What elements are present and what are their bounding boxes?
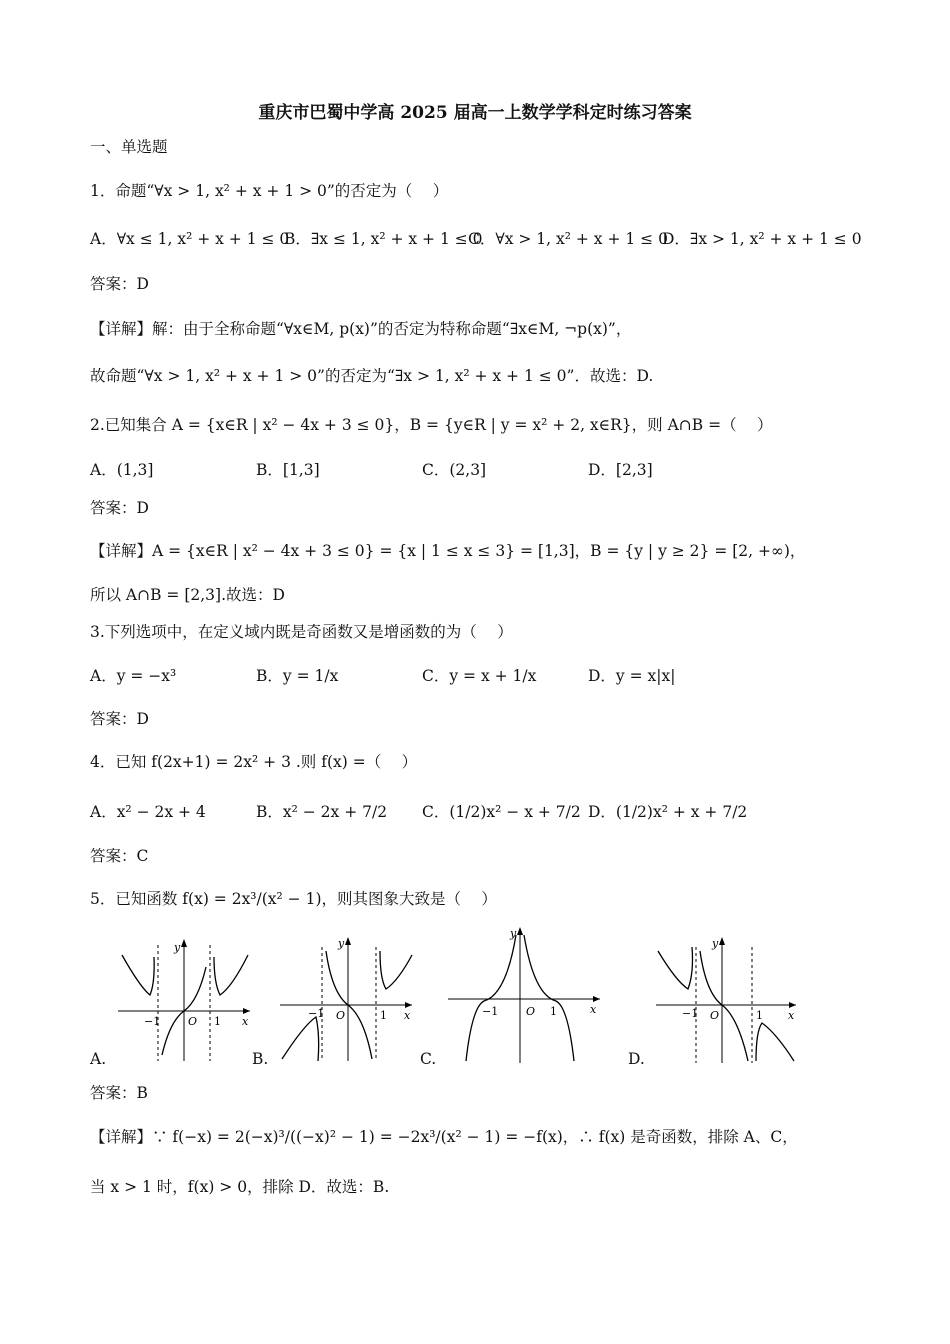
q5-detail-line1: 【详解】∵ f(−x) = 2(−x)³/((−x)² − 1) = −2x³/(x² − 1) = −f(x)，∴ f(x) 是奇函数，排除 A、C， xyxy=(90,1128,798,1146)
graph-c-y-label: y xyxy=(510,927,517,940)
q2-answer: 答案：D xyxy=(90,499,149,517)
graph-c-origin: O xyxy=(526,1005,536,1018)
q5-detail-line2: 当 x > 1 时，f(x) > 0，排除 D．故选：B. xyxy=(90,1178,390,1196)
graph-a-tick-neg1: −1 xyxy=(144,1015,161,1028)
graph-d-tick-pos1: 1 xyxy=(756,1009,763,1022)
graph-b-y-label: y xyxy=(338,937,345,950)
graph-d-origin: O xyxy=(710,1009,720,1022)
page-title: 重庆市巴蜀中学高 2025 届高一上数学学科定时练习答案 xyxy=(258,103,692,123)
graph-d-x-label: x xyxy=(788,1009,795,1022)
q2-option-b: B．[1,3] xyxy=(256,461,320,479)
graph-d-label: D. xyxy=(628,1050,645,1068)
graph-c-x-label: x xyxy=(590,1003,597,1016)
graph-b-label: B. xyxy=(252,1050,269,1068)
q4-answer: 答案：C xyxy=(90,847,149,865)
q3-stem: 3.下列选项中，在定义域内既是奇函数又是增函数的为（ ） xyxy=(90,623,513,641)
q2-detail-line2: 所以 A∩B = [2,3].故选：D xyxy=(90,586,285,604)
q3-answer: 答案：D xyxy=(90,710,149,728)
q3-option-c: C．y = x + 1/x xyxy=(422,667,537,685)
q1-stem: 1．命题“∀x > 1, x² + x + 1 > 0”的否定为（ ） xyxy=(90,182,449,200)
graph-a-label: A. xyxy=(90,1050,107,1068)
graph-a-y-label: y xyxy=(174,941,181,954)
graph-c xyxy=(444,925,604,1065)
q5-stem: 5．已知函数 f(x) = 2x³/(x² − 1)，则其图象大致是（ ） xyxy=(90,890,497,908)
q1-detail-line1: 【详解】解：由于全称命题“∀x∈M, p(x)”的否定为特称命题“∃x∈M, ¬p(x)”， xyxy=(90,320,632,338)
q1-detail-line2: 故命题“∀x > 1, x² + x + 1 > 0”的否定为“∃x > 1, x² + x + 1 ≤ 0”．故选：D. xyxy=(90,367,654,385)
q4-option-b: B．x² − 2x + 7/2 xyxy=(256,803,388,821)
q1-option-b: B．∃x ≤ 1, x² + x + 1 ≤ 0 xyxy=(284,230,483,248)
q2-option-a: A．(1,3] xyxy=(90,461,154,479)
section-heading: 一、单选题 xyxy=(90,138,168,156)
graph-b xyxy=(276,925,416,1065)
graph-d xyxy=(652,925,800,1065)
graph-b-tick-neg1: −1 xyxy=(308,1007,325,1020)
graph-b-origin: O xyxy=(336,1009,346,1022)
graph-a-origin: O xyxy=(188,1015,198,1028)
q1-option-c: C．∀x > 1, x² + x + 1 ≤ 0 xyxy=(468,230,668,248)
q1-answer: 答案：D xyxy=(90,275,149,293)
graph-a-tick-pos1: 1 xyxy=(214,1015,221,1028)
q4-option-c: C．(1/2)x² − x + 7/2 xyxy=(422,803,581,821)
q4-option-a: A．x² − 2x + 4 xyxy=(90,803,206,821)
graph-c-tick-pos1: 1 xyxy=(550,1005,557,1018)
q3-option-b: B．y = 1/x xyxy=(256,667,339,685)
graph-d-tick-neg1: −1 xyxy=(682,1007,699,1020)
q1-option-a: A．∀x ≤ 1, x² + x + 1 ≤ 0 xyxy=(90,230,290,248)
q4-option-d: D．(1/2)x² + x + 7/2 xyxy=(588,803,748,821)
graph-d-y-label: y xyxy=(712,937,719,950)
q3-option-d: D．y = x|x| xyxy=(588,667,676,685)
q3-option-a: A．y = −x³ xyxy=(90,667,177,685)
q2-option-d: D．[2,3] xyxy=(588,461,653,479)
graph-b-x-label: x xyxy=(404,1009,411,1022)
graph-a-x-label: x xyxy=(242,1015,249,1028)
q5-answer: 答案：B xyxy=(90,1084,148,1102)
graph-c-label: C. xyxy=(420,1050,437,1068)
q4-stem: 4．已知 f(2x+1) = 2x² + 3 .则 f(x) =（ ） xyxy=(90,753,418,771)
q1-option-d: D．∃x > 1, x² + x + 1 ≤ 0 xyxy=(662,230,862,248)
graph-c-tick-neg1: −1 xyxy=(482,1005,499,1018)
q2-option-c: C．(2,3] xyxy=(422,461,487,479)
graph-b-tick-pos1: 1 xyxy=(380,1009,387,1022)
q2-stem: 2.已知集合 A = {x∈R | x² − 4x + 3 ≤ 0}，B = {y∈R | y = x² + 2, x∈R}，则 A∩B =（ ） xyxy=(90,416,773,434)
q2-detail-line1: 【详解】A = {x∈R | x² − 4x + 3 ≤ 0} = {x | 1 ≤ x ≤ 3} = [1,3]，B = {y | y ≥ 2} = [2, +∞)， xyxy=(90,542,806,560)
graph-a xyxy=(110,925,258,1065)
